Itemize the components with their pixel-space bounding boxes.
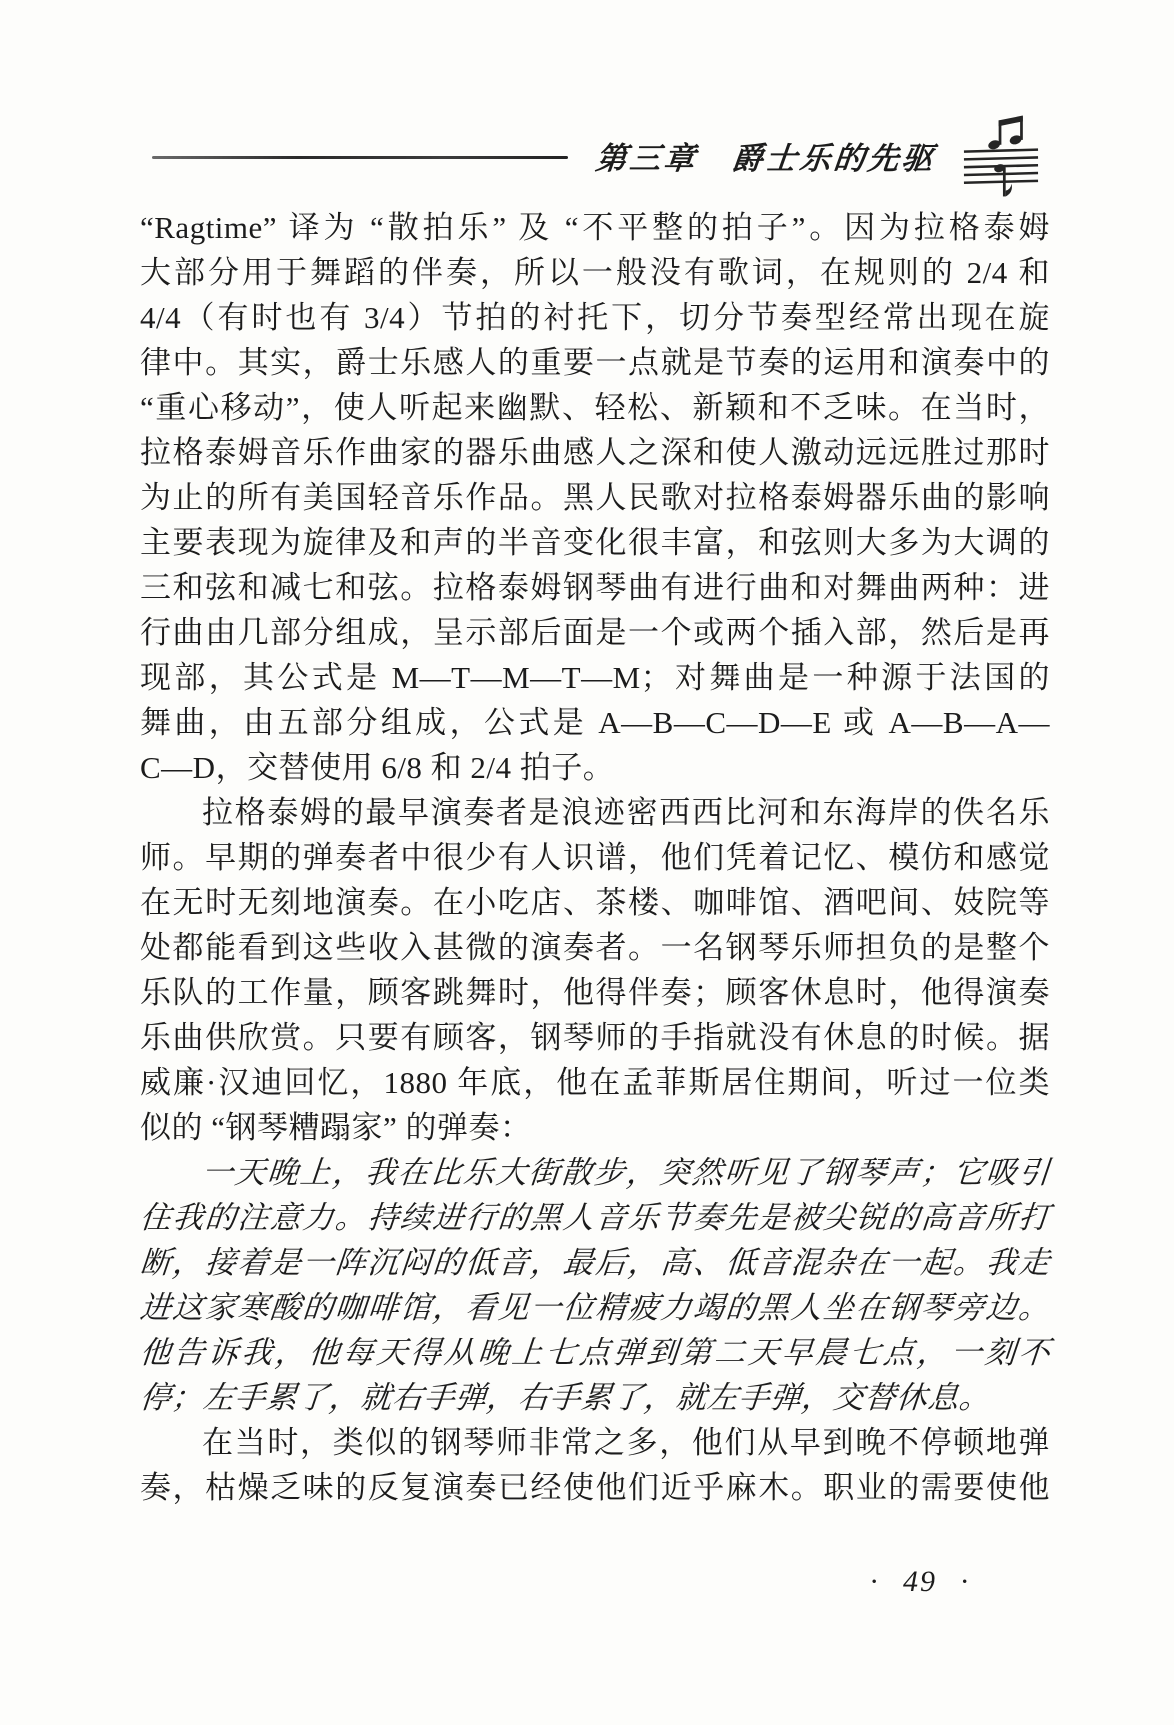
text-line: 三和弦和减七和弦。拉格泰姆钢琴曲有进行曲和对舞曲两种：进 <box>140 570 1050 605</box>
page-text <box>140 205 1050 1510</box>
text-line: 在当时，类似的钢琴师非常之多，他们从早到晚不停顿地弹 <box>202 1425 1050 1460</box>
text-line: 舞曲，由五部分组成，公式是 A—B—C—D—E 或 A—B—A— <box>140 705 1050 740</box>
quote-line: 住我的注意力。持续进行的黑人音乐节奏先是被尖锐的高音所打 <box>138 1200 1052 1235</box>
text-line: 似的 “钢琴糟蹋家” 的弹奏： <box>140 1110 532 1145</box>
text-line: 律中。其实，爵士乐感人的重要一点就是节奏的运用和演奏中的 <box>140 345 1050 380</box>
text-line: 乐曲供欣赏。只要有顾客，钢琴师的手指就没有休息的时候。据 <box>140 1020 1050 1055</box>
text-line: 威廉·汉迪回忆，1880 年底，他在孟菲斯居住期间，听过一位类 <box>140 1065 1050 1100</box>
text-line: 拉格泰姆的最早演奏者是浪迹密西西比河和东海岸的佚名乐 <box>202 795 1050 830</box>
page-number: · 49 · <box>870 1565 970 1598</box>
text-line: 乐队的工作量，顾客跳舞时，他得伴奏；顾客休息时，他得演奏 <box>140 975 1050 1010</box>
header-rule <box>152 156 568 159</box>
text-line: 现部，其公式是 M—T—M—T—M；对舞曲是一种源于法国的 <box>140 660 1050 695</box>
music-staff-icon <box>962 108 1040 202</box>
text-line: 师。早期的弹奏者中很少有人识谱，他们凭着记忆、模仿和感觉 <box>140 840 1050 875</box>
quote-line: 他告诉我，他每天得从晚上七点弹到第二天早晨七点，一刻不 <box>138 1335 1052 1370</box>
text-line: 行曲由几部分组成，呈示部后面是一个或两个插入部，然后是再 <box>140 615 1050 650</box>
quote-line: 一天晚上，我在比乐大街散步，突然听见了钢琴声；它吸引 <box>200 1155 1052 1190</box>
text-line: 大部分用于舞蹈的伴奏，所以一般没有歌词，在规则的 2/4 和 <box>140 255 1050 290</box>
chapter-title: 第三章 爵士乐的先驱 <box>593 140 938 176</box>
text-line: 奏，枯燥乏味的反复演奏已经使他们近乎麻木。职业的需要使他 <box>140 1470 1050 1505</box>
text-line: 4/4（有时也有 3/4）节拍的衬托下，切分节奏型经常出现在旋 <box>140 300 1050 335</box>
text-line: “重心移动”，使人听起来幽默、轻松、新颖和不乏味。在当时， <box>140 390 1050 425</box>
text-line: 为止的所有美国轻音乐作品。黑人民歌对拉格泰姆器乐曲的影响 <box>140 480 1050 515</box>
quote-line: 停；左手累了，就右手弹，右手累了，就左手弹，交替休息。 <box>138 1380 993 1415</box>
text-line: 在无时无刻地演奏。在小吃店、茶楼、咖啡馆、酒吧间、妓院等 <box>140 885 1050 920</box>
text-line: C—D，交替使用 6/8 和 2/4 拍子。 <box>140 750 615 785</box>
quote-line: 进这家寒酸的咖啡馆，看见一位精疲力竭的黑人坐在钢琴旁边。 <box>138 1290 1052 1325</box>
text-line: “Ragtime” 译为 “散拍乐” 及 “不平整的拍子”。因为拉格泰姆 <box>140 210 1050 245</box>
text-line: 处都能看到这些收入甚微的演奏者。一名钢琴乐师担负的是整个 <box>140 930 1050 965</box>
text-line: 主要表现为旋律及和声的半音变化很丰富，和弦则大多为大调的 <box>140 525 1050 560</box>
chapter-header <box>152 112 1040 198</box>
text-line: 拉格泰姆音乐作曲家的器乐曲感人之深和使人激动远远胜过那时 <box>140 435 1050 470</box>
quote-line: 断，接着是一阵沉闷的低音，最后，高、低音混杂在一起。我走 <box>138 1245 1052 1280</box>
